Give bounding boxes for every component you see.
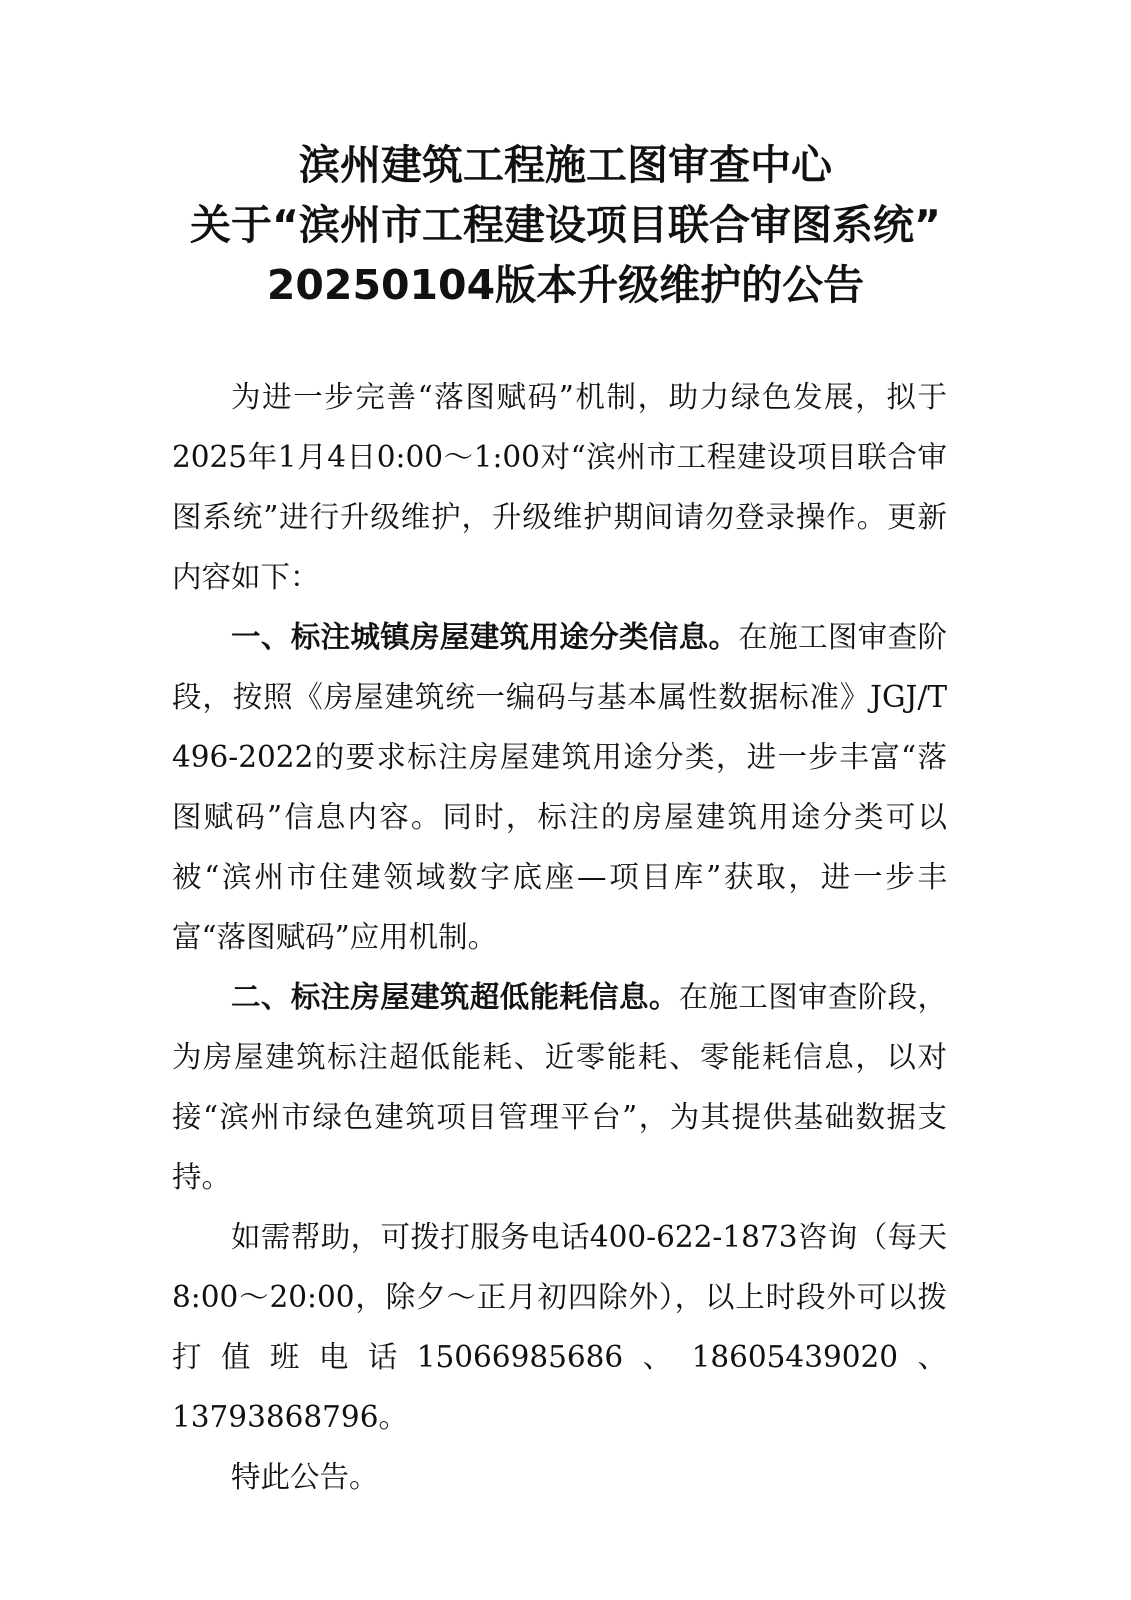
item-2-heading: 二、标注房屋建筑超低能耗信息。 bbox=[231, 980, 679, 1014]
title-line-1: 滨州建筑工程施工图审查中心 bbox=[299, 141, 832, 189]
title-line-2: 关于“滨州市工程建设项目联合审图系统” bbox=[190, 201, 941, 249]
title-line-3: 20250104版本升级维护的公告 bbox=[266, 261, 865, 309]
item-2-text: 在施工图审查阶段，为房屋建筑标注超低能耗、近零能耗、零能耗信息，以对接“滨州市绿色建筑项目管理平台”，为其提供基础数据支持。 bbox=[172, 980, 947, 1194]
item-1-text: 在施工图审查阶段，按照《房屋建筑统一编码与基本属性数据标准》JGJ/T 496-2022的要求标注房屋建筑用途分类，进一步丰富“落图赋码”信息内容。同时，标注的房屋建筑用途分类可以被“滨州市住建领域数字底座—项目库”获取，进一步丰富“落图赋码”应用机制。 bbox=[172, 620, 947, 954]
closing-paragraph: 特此公告。 bbox=[231, 1460, 379, 1494]
item-1-heading: 一、标注城镇房屋建筑用途分类信息。 bbox=[231, 620, 739, 654]
item-2-paragraph bbox=[172, 967, 947, 1207]
item-1-paragraph bbox=[172, 607, 947, 967]
notice-body bbox=[172, 367, 947, 1507]
intro-paragraph: 为进一步完善“落图赋码”机制，助力绿色发展，拟于2025年1月4日0:00～1:00对“滨州市工程建设项目联合审图系统”进行升级维护，升级维护期间请勿登录操作。更新内容如下： bbox=[172, 380, 947, 594]
help-paragraph: 如需帮助，可拨打服务电话400-622-1873咨询（每天8:00～20:00，除夕～正月初四除外），以上时段外可以拨打值班电话15066985686、18605439020、13793868796。 bbox=[172, 1220, 947, 1434]
notice-title bbox=[120, 135, 1011, 315]
